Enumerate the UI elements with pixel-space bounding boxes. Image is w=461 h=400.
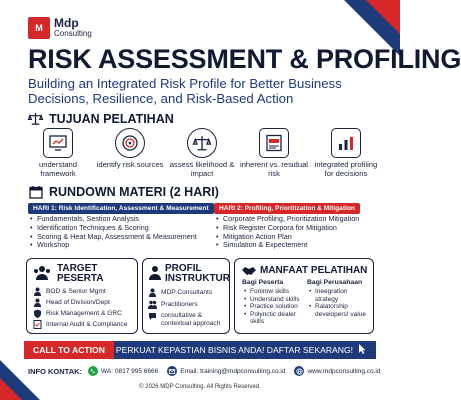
globe-icon bbox=[294, 366, 304, 376]
list-item: • Scoring & Heat Map, Assessment & Measurement bbox=[30, 233, 197, 242]
target-title-2: PESERTA bbox=[57, 273, 104, 284]
target-box bbox=[26, 258, 138, 334]
page-title: RISK ASSESSMENT & PROFILING bbox=[28, 44, 461, 74]
rundown-heading-text: RUNDOWN MATERI (2 HARI) bbox=[49, 184, 219, 199]
list-item: • Identification Techniques & Scoring bbox=[30, 224, 197, 233]
day2-label: HARI 2: Profiling, Prioritization & Mitigation bbox=[214, 203, 360, 214]
goal-label: identify risk sources bbox=[96, 160, 164, 169]
email-text: Email: training@mdpconsulting.co.id bbox=[180, 367, 286, 375]
day1-list bbox=[30, 215, 197, 250]
website-contact[interactable] bbox=[294, 366, 380, 376]
target-text: Risk Management & GRC bbox=[46, 310, 122, 317]
copyright: © 2026 MDP Consulting. All Rights Reserved. bbox=[139, 384, 261, 390]
perusahaan-subhead: Bagi Perusahaan bbox=[307, 279, 363, 286]
list-item: • Workshop bbox=[30, 241, 197, 250]
list-item: • Risk Register Corpora for Mitigation bbox=[216, 224, 359, 233]
brand-logo bbox=[28, 17, 92, 39]
target-row bbox=[33, 309, 122, 318]
goal-item bbox=[168, 128, 236, 178]
profil-text: MDP Consultants bbox=[161, 289, 213, 296]
monitor-chart-icon bbox=[43, 128, 73, 158]
chat-icon bbox=[148, 312, 157, 321]
target-row bbox=[33, 298, 110, 307]
cta-label[interactable]: CALL TO ACTION bbox=[24, 341, 114, 359]
day1-label: HARI 1: Risk Identification, Assessment & Measurement bbox=[28, 203, 214, 214]
call-to-action-bar[interactable] bbox=[24, 341, 376, 359]
manfaat-box bbox=[234, 258, 374, 334]
goals-list bbox=[24, 128, 380, 178]
risk-document-icon bbox=[259, 128, 289, 158]
perusahaan-list bbox=[309, 288, 367, 318]
target-icon bbox=[115, 128, 145, 158]
list-item: • Fundamentals, Sestion Analysis bbox=[30, 215, 197, 224]
target-text: Head of Division/Dept bbox=[46, 299, 110, 306]
shield-icon bbox=[33, 309, 42, 318]
list-item: • Mitigation Action Plan bbox=[216, 233, 359, 242]
profil-title-2: INSTRUKTUR bbox=[165, 273, 230, 284]
person-icon bbox=[33, 298, 42, 307]
corner-accent-top bbox=[366, 0, 400, 34]
people-icon bbox=[148, 300, 157, 309]
list-item: • Practice solution bbox=[244, 303, 304, 311]
list-item: • Ineegration strategy bbox=[309, 288, 367, 303]
contact-bar bbox=[28, 366, 389, 376]
goal-label: inherent vs. residual risk bbox=[240, 160, 308, 178]
whatsapp-text: WA: 0817 995 6666 bbox=[101, 367, 159, 375]
goal-label: assess likelihood & impact bbox=[169, 160, 235, 178]
contact-label: INFO KONTAK: bbox=[28, 366, 83, 376]
target-row bbox=[33, 320, 127, 329]
target-row bbox=[33, 287, 106, 296]
goal-item bbox=[240, 128, 308, 178]
profil-row bbox=[148, 312, 227, 327]
whatsapp-contact[interactable] bbox=[88, 366, 158, 376]
peserta-list bbox=[244, 288, 304, 326]
peserta-subhead: Bagi Peserta bbox=[242, 279, 284, 286]
profil-box bbox=[142, 258, 230, 334]
people-icon bbox=[33, 265, 51, 286]
scale-icon bbox=[187, 128, 217, 158]
goals-heading bbox=[28, 111, 174, 126]
checklist-icon bbox=[33, 320, 42, 329]
list-item: • Understand skills bbox=[244, 296, 304, 304]
day2-list bbox=[216, 215, 359, 250]
bar-chart-icon bbox=[331, 128, 361, 158]
goal-label: understand framework bbox=[39, 160, 77, 178]
scale-icon bbox=[28, 111, 43, 126]
profil-row bbox=[148, 288, 212, 297]
rundown-heading bbox=[28, 184, 219, 199]
list-item: • Fonirow skills bbox=[244, 288, 304, 296]
target-title-1: TARGET bbox=[57, 263, 98, 274]
logo-sub: Consulting bbox=[54, 29, 92, 38]
profil-title-1: PROFIL bbox=[165, 263, 202, 274]
logo-name: Mdp bbox=[54, 16, 79, 30]
profil-text: consultative & contextual approach bbox=[161, 312, 221, 327]
list-item: • Ralatorship developers! value bbox=[309, 303, 367, 318]
target-text: BOD & Senior Mgmt bbox=[46, 288, 106, 295]
person-icon bbox=[33, 287, 42, 296]
target-text: Internal Audit & Compliance bbox=[46, 321, 128, 328]
profil-row bbox=[148, 300, 198, 309]
cta-message[interactable] bbox=[114, 341, 376, 359]
person-icon bbox=[148, 288, 157, 297]
goal-label: integrated profiling for decisions bbox=[314, 160, 378, 178]
email-contact[interactable] bbox=[167, 366, 285, 376]
whatsapp-icon bbox=[88, 366, 98, 376]
goal-item bbox=[24, 128, 92, 178]
goals-heading-text: TUJUAN PELATIHAN bbox=[49, 111, 174, 126]
cta-message-text: PERKUAT KEPASTIAN BISNIS ANDA! DAFTAR SEKARANG! bbox=[115, 345, 354, 355]
goal-item bbox=[96, 128, 164, 178]
cursor-icon bbox=[358, 344, 366, 356]
goal-item bbox=[312, 128, 380, 178]
profil-text: Practitioners bbox=[161, 301, 198, 308]
page-subtitle: Building an Integrated Risk Profile for Better Business Decisions, Resilience, and Risk-Based Action bbox=[28, 76, 342, 106]
list-item: • Corporate Profiling, Prioritization Mitigation bbox=[216, 215, 359, 224]
list-item: • Polynctic dealer skills bbox=[244, 311, 304, 326]
logo-mark: M bbox=[28, 17, 50, 39]
email-icon bbox=[167, 366, 177, 376]
website-text: www.mdpconsulting.co.id bbox=[307, 367, 381, 375]
list-item: • Simulation & Expectement bbox=[216, 241, 359, 250]
manfaat-title: MANFAAT PELATIHAN bbox=[260, 265, 368, 276]
calendar-icon bbox=[28, 184, 43, 199]
instructor-icon bbox=[148, 265, 162, 286]
